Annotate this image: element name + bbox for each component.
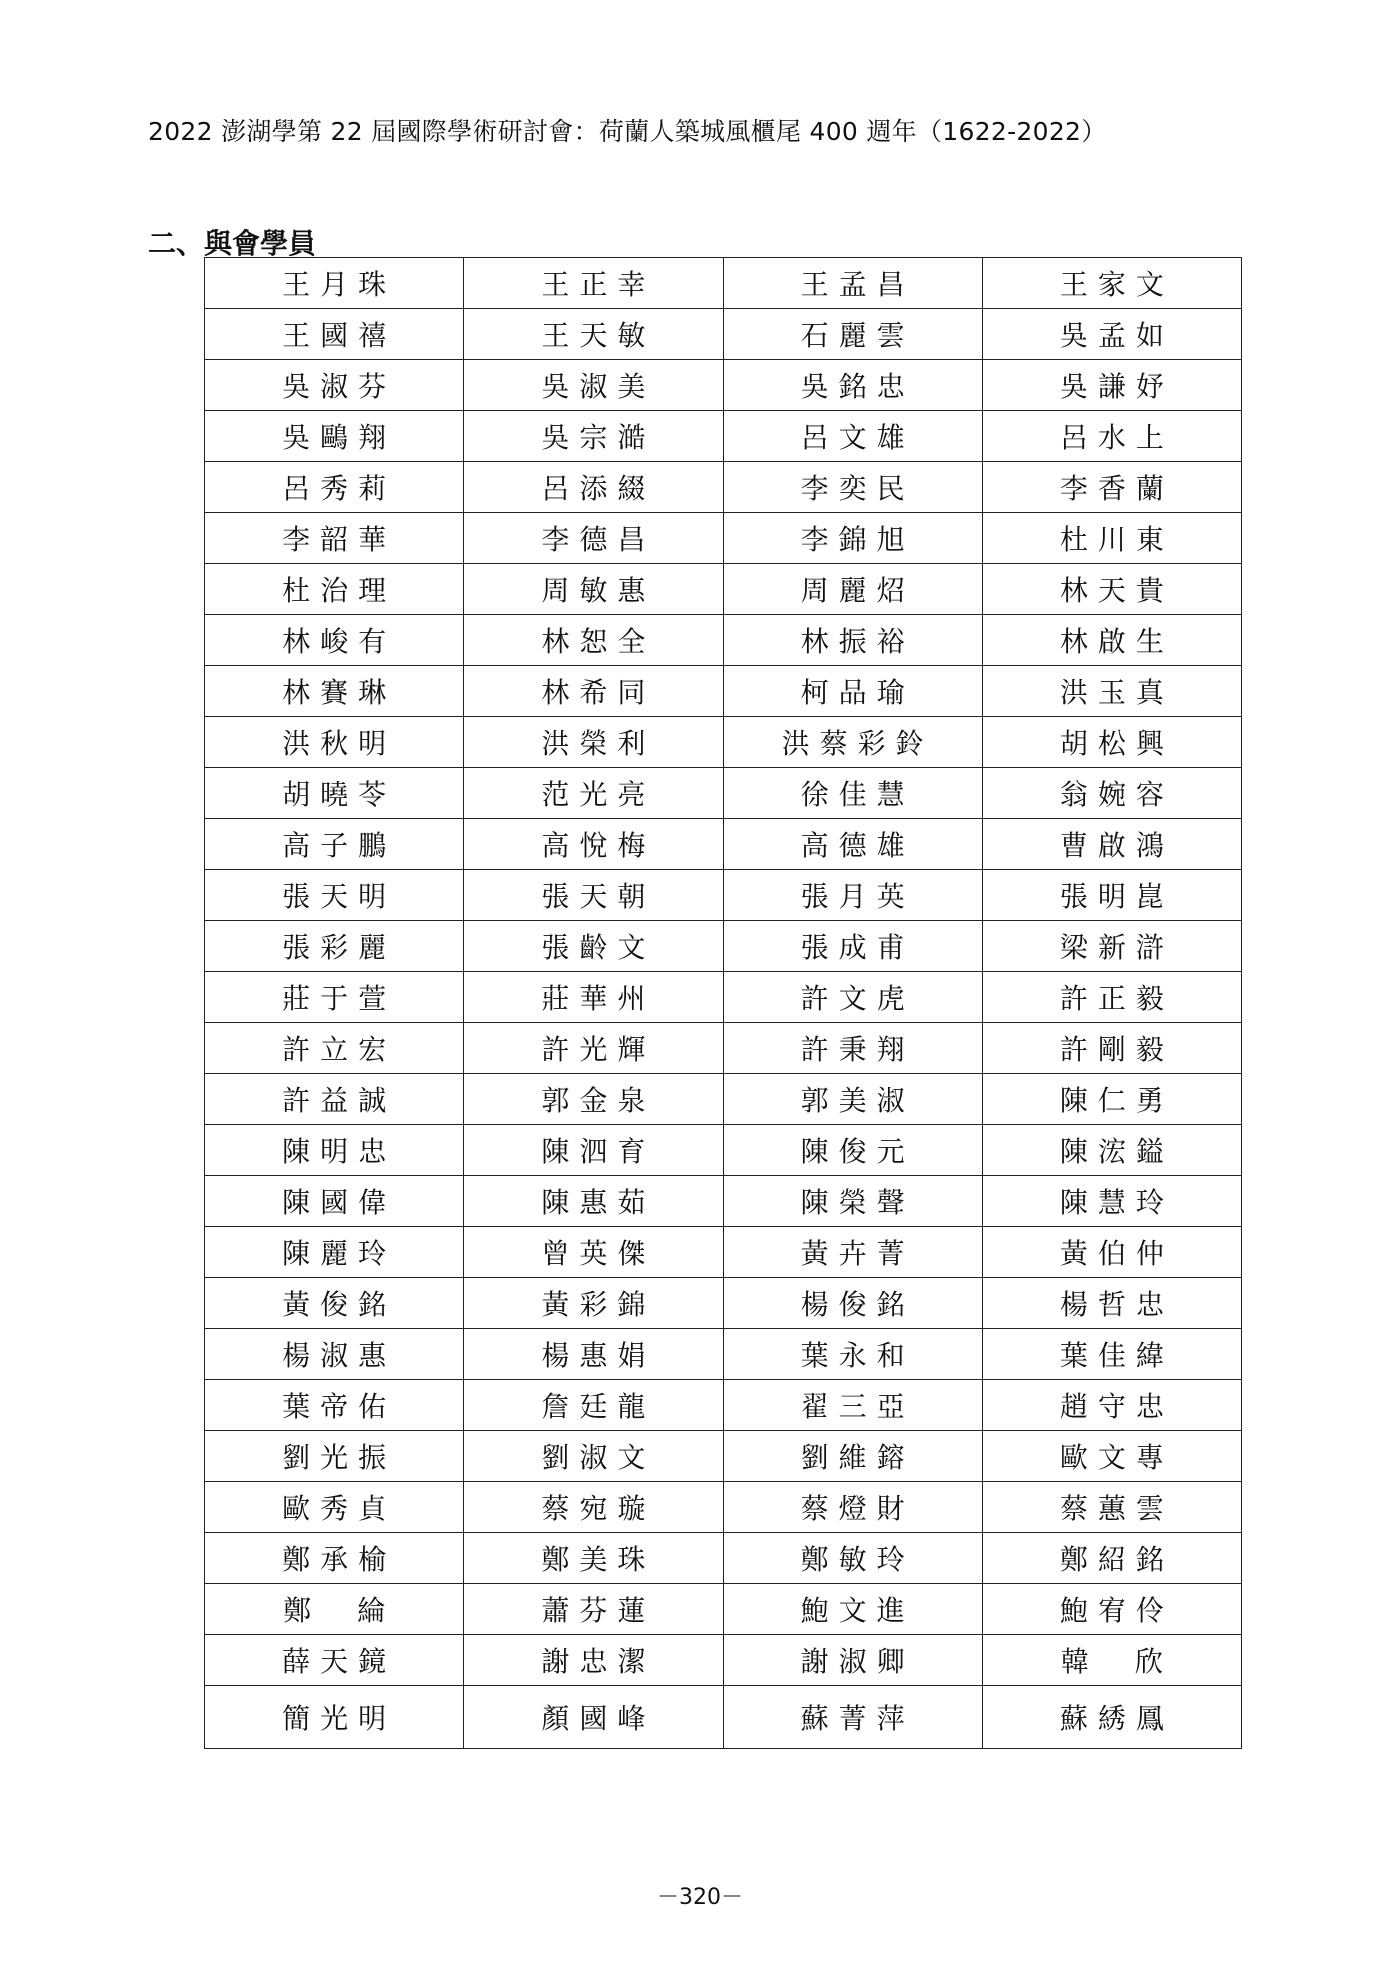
- attendee-cell: [982, 1482, 1241, 1533]
- attendee-name: 蔡蕙雲: [1059, 1492, 1174, 1525]
- attendee-name: 詹廷龍: [541, 1390, 656, 1423]
- attendee-cell: [464, 1329, 723, 1380]
- attendee-cell: [723, 819, 982, 870]
- attendee-cell: [464, 717, 723, 768]
- table-row: [205, 1686, 1242, 1749]
- attendee-cell: [205, 1227, 464, 1278]
- attendee-name: 林啟生: [1059, 625, 1174, 658]
- attendee-name: 徐佳慧: [800, 778, 915, 811]
- attendee-cell: [723, 564, 982, 615]
- attendee-name: 王月珠: [282, 268, 397, 301]
- attendee-cell: [982, 921, 1241, 972]
- attendee-name: 顏國峰: [541, 1702, 656, 1735]
- attendee-name: 吳宗澔: [541, 421, 656, 454]
- attendee-name: 呂文雄: [800, 421, 915, 454]
- table-row: [205, 819, 1242, 870]
- attendee-name: 郭美淑: [800, 1084, 915, 1117]
- attendee-name: 石麗雲: [800, 319, 915, 352]
- attendee-name: 蔡燈財: [800, 1492, 915, 1525]
- attendee-name: 謝忠潔: [541, 1645, 656, 1678]
- attendee-name: 曹啟鴻: [1059, 829, 1174, 862]
- attendee-cell: [205, 1584, 464, 1635]
- attendee-name: 陳國偉: [282, 1186, 397, 1219]
- attendee-cell: [723, 1125, 982, 1176]
- attendee-name: 張天朝: [541, 880, 656, 913]
- attendee-cell: [982, 819, 1241, 870]
- attendee-name: 張明崑: [1059, 880, 1174, 913]
- attendee-cell: [723, 462, 982, 513]
- attendee-name: 王孟昌: [800, 268, 915, 301]
- attendee-cell: [982, 1431, 1241, 1482]
- attendee-name: 吳淑芬: [282, 370, 397, 403]
- attendee-name: 劉光振: [282, 1441, 397, 1474]
- attendee-cell: [723, 1176, 982, 1227]
- attendee-cell: [205, 462, 464, 513]
- attendee-name: 李香蘭: [1059, 472, 1174, 505]
- attendee-cell: [982, 1686, 1241, 1749]
- attendee-cell: [982, 1023, 1241, 1074]
- attendee-name: 張齡文: [541, 931, 656, 964]
- attendee-table-body: [205, 258, 1242, 1749]
- attendee-name: 胡松興: [1059, 727, 1174, 760]
- attendee-cell: [723, 1023, 982, 1074]
- attendee-cell: [464, 1176, 723, 1227]
- attendee-name: 陳榮聲: [800, 1186, 915, 1219]
- attendee-cell: [205, 972, 464, 1023]
- attendee-name: 鄭美珠: [541, 1543, 656, 1576]
- attendee-name: 楊淑惠: [282, 1339, 397, 1372]
- attendee-cell: [205, 819, 464, 870]
- attendee-cell: [982, 666, 1241, 717]
- table-row: [205, 1635, 1242, 1686]
- attendee-cell: [205, 717, 464, 768]
- attendee-name: 韓欣: [1060, 1645, 1209, 1678]
- section-title: 二、與會學員: [148, 227, 317, 260]
- attendee-name: 郭金泉: [541, 1084, 656, 1117]
- attendee-cell: [982, 1227, 1241, 1278]
- attendee-name: 吳鷗翔: [282, 421, 397, 454]
- attendee-name: 許立宏: [282, 1033, 397, 1066]
- attendee-cell: [723, 1074, 982, 1125]
- attendee-cell: [982, 1278, 1241, 1329]
- attendee-name: 翟三亞: [800, 1390, 915, 1423]
- attendee-cell: [205, 1329, 464, 1380]
- attendee-name: 林恕全: [541, 625, 656, 658]
- attendee-cell: [464, 1380, 723, 1431]
- attendee-name: 王家文: [1059, 268, 1174, 301]
- table-row: [205, 1482, 1242, 1533]
- attendee-cell: [205, 768, 464, 819]
- attendee-cell: [723, 411, 982, 462]
- attendee-cell: [464, 1023, 723, 1074]
- attendee-cell: [205, 1533, 464, 1584]
- attendee-name: 莊華州: [541, 982, 656, 1015]
- attendee-cell: [464, 258, 723, 309]
- attendee-cell: [464, 1125, 723, 1176]
- attendee-cell: [723, 972, 982, 1023]
- table-row: [205, 564, 1242, 615]
- attendee-cell: [464, 1686, 723, 1749]
- attendee-name: 李韶華: [282, 523, 397, 556]
- attendee-cell: [464, 921, 723, 972]
- table-row: [205, 870, 1242, 921]
- attendee-cell: [982, 462, 1241, 513]
- table-row: [205, 717, 1242, 768]
- attendee-name: 張成甫: [800, 931, 915, 964]
- attendee-name: 許正毅: [1059, 982, 1174, 1015]
- attendee-name: 林峻有: [282, 625, 397, 658]
- attendee-name: 杜治理: [282, 574, 397, 607]
- attendee-cell: [723, 870, 982, 921]
- attendee-cell: [723, 1686, 982, 1749]
- table-row: [205, 1227, 1242, 1278]
- attendee-name: 薛天鏡: [282, 1645, 397, 1678]
- attendee-name: 呂秀莉: [282, 472, 397, 505]
- table-row: [205, 360, 1242, 411]
- attendee-cell: [205, 1635, 464, 1686]
- table-row: [205, 462, 1242, 513]
- attendee-name: 陳明忠: [282, 1135, 397, 1168]
- attendee-cell: [205, 1125, 464, 1176]
- attendee-name: 黃卉菁: [800, 1237, 915, 1270]
- attendee-name: 洪蔡彩鈴: [781, 727, 934, 760]
- attendee-name: 劉淑文: [541, 1441, 656, 1474]
- table-row: [205, 1533, 1242, 1584]
- table-row: [205, 411, 1242, 462]
- attendee-cell: [205, 360, 464, 411]
- attendee-cell: [464, 411, 723, 462]
- attendee-cell: [464, 615, 723, 666]
- attendee-name: 黃伯仲: [1059, 1237, 1174, 1270]
- attendee-name: 陳麗玲: [282, 1237, 397, 1270]
- attendee-name: 張天明: [282, 880, 397, 913]
- attendee-cell: [464, 1074, 723, 1125]
- attendee-cell: [723, 309, 982, 360]
- attendee-cell: [464, 360, 723, 411]
- attendee-cell: [464, 1431, 723, 1482]
- table-row: [205, 1278, 1242, 1329]
- attendee-name: 許益誠: [282, 1084, 397, 1117]
- attendee-cell: [723, 1533, 982, 1584]
- attendee-cell: [982, 768, 1241, 819]
- attendee-cell: [982, 1380, 1241, 1431]
- attendee-name: 李錦旭: [800, 523, 915, 556]
- table-row: [205, 1584, 1242, 1635]
- running-header: 2022 澎湖學第 22 屆國際學術研討會：荷蘭人築城風櫃尾 400 週年（1622-2022）: [148, 117, 1107, 146]
- attendee-name: 歐秀貞: [282, 1492, 397, 1525]
- attendee-name: 葉佳緯: [1059, 1339, 1174, 1372]
- attendee-name: 蕭芬蓮: [541, 1594, 656, 1627]
- attendee-name: 蔡宛璇: [541, 1492, 656, 1525]
- attendee-cell: [205, 411, 464, 462]
- attendee-name: 陳浤鎰: [1059, 1135, 1174, 1168]
- attendee-cell: [205, 921, 464, 972]
- attendee-name: 胡曉苓: [282, 778, 397, 811]
- attendee-name: 周敏惠: [541, 574, 656, 607]
- attendee-cell: [464, 462, 723, 513]
- attendee-name: 許文虎: [800, 982, 915, 1015]
- attendee-cell: [982, 1329, 1241, 1380]
- table-row: [205, 921, 1242, 972]
- table-row: [205, 1176, 1242, 1227]
- attendee-name: 劉維鎔: [800, 1441, 915, 1474]
- attendee-name: 蘇綉鳳: [1059, 1702, 1174, 1735]
- attendee-name: 鮑宥伶: [1059, 1594, 1174, 1627]
- attendee-name: 吳淑美: [541, 370, 656, 403]
- attendee-name: 楊哲忠: [1059, 1288, 1174, 1321]
- attendee-cell: [723, 768, 982, 819]
- attendee-cell: [205, 1176, 464, 1227]
- attendee-name: 鄭敏玲: [800, 1543, 915, 1576]
- attendee-name: 陳俊元: [800, 1135, 915, 1168]
- attendee-cell: [464, 819, 723, 870]
- attendee-cell: [723, 921, 982, 972]
- attendee-cell: [464, 666, 723, 717]
- table-row: [205, 1125, 1242, 1176]
- attendee-cell: [723, 1635, 982, 1686]
- attendee-name: 高子鵬: [282, 829, 397, 862]
- attendee-cell: [723, 258, 982, 309]
- attendee-name: 簡光明: [282, 1702, 397, 1735]
- attendee-cell: [723, 1278, 982, 1329]
- table-row: [205, 1380, 1242, 1431]
- attendee-name: 林天貴: [1059, 574, 1174, 607]
- attendee-cell: [205, 870, 464, 921]
- attendee-cell: [982, 870, 1241, 921]
- table-row: [205, 309, 1242, 360]
- attendee-cell: [982, 1074, 1241, 1125]
- attendee-cell: [982, 972, 1241, 1023]
- attendee-cell: [982, 411, 1241, 462]
- attendee-name: 陳慧玲: [1059, 1186, 1174, 1219]
- attendee-name: 吳孟如: [1059, 319, 1174, 352]
- attendee-cell: [205, 309, 464, 360]
- attendee-name: 呂添綴: [541, 472, 656, 505]
- attendee-name: 黃彩錦: [541, 1288, 656, 1321]
- table-row: [205, 972, 1242, 1023]
- attendee-name: 呂水上: [1059, 421, 1174, 454]
- attendee-name: 洪榮利: [541, 727, 656, 760]
- attendee-cell: [723, 666, 982, 717]
- attendee-name: 林賽琳: [282, 676, 397, 709]
- table-row: [205, 1074, 1242, 1125]
- attendee-cell: [464, 1227, 723, 1278]
- attendee-name: 張月英: [800, 880, 915, 913]
- attendee-name: 杜川東: [1059, 523, 1174, 556]
- attendee-cell: [982, 1584, 1241, 1635]
- attendee-name: 鄭綸: [283, 1594, 432, 1627]
- attendee-name: 王天敏: [541, 319, 656, 352]
- attendee-name: 吳謙妤: [1059, 370, 1174, 403]
- attendee-cell: [723, 1227, 982, 1278]
- attendee-name: 楊俊銘: [800, 1288, 915, 1321]
- attendee-cell: [205, 615, 464, 666]
- attendee-cell: [982, 258, 1241, 309]
- attendee-cell: [205, 1074, 464, 1125]
- attendee-cell: [205, 1431, 464, 1482]
- attendee-cell: [723, 615, 982, 666]
- attendee-cell: [464, 564, 723, 615]
- attendee-cell: [205, 258, 464, 309]
- attendee-name: 黃俊銘: [282, 1288, 397, 1321]
- attendee-cell: [205, 1278, 464, 1329]
- attendee-name: 柯品瑜: [800, 676, 915, 709]
- attendee-cell: [464, 1533, 723, 1584]
- attendee-cell: [464, 972, 723, 1023]
- attendee-name: 梁新滸: [1059, 931, 1174, 964]
- attendee-name: 謝淑卿: [800, 1645, 915, 1678]
- attendee-cell: [723, 1584, 982, 1635]
- attendee-cell: [723, 1482, 982, 1533]
- attendee-cell: [982, 717, 1241, 768]
- table-row: [205, 258, 1242, 309]
- attendee-name: 洪秋明: [282, 727, 397, 760]
- attendee-cell: [205, 1023, 464, 1074]
- attendee-cell: [464, 1584, 723, 1635]
- attendee-name: 林振裕: [800, 625, 915, 658]
- attendee-name: 葉永和: [800, 1339, 915, 1372]
- attendee-name: 蘇菁萍: [800, 1702, 915, 1735]
- attendee-cell: [723, 513, 982, 564]
- attendee-name: 葉帝佑: [282, 1390, 397, 1423]
- attendee-name: 高德雄: [800, 829, 915, 862]
- attendee-name: 陳惠茹: [541, 1186, 656, 1219]
- table-row: [205, 1023, 1242, 1074]
- attendee-name: 許秉翔: [800, 1033, 915, 1066]
- attendee-name: 歐文專: [1059, 1441, 1174, 1474]
- attendee-name: 趙守忠: [1059, 1390, 1174, 1423]
- attendee-name: 莊于萱: [282, 982, 397, 1015]
- attendee-name: 翁婉容: [1059, 778, 1174, 811]
- attendee-cell: [982, 513, 1241, 564]
- attendee-name: 林希同: [541, 676, 656, 709]
- table-row: [205, 615, 1242, 666]
- attendee-cell: [205, 513, 464, 564]
- attendee-name: 范光亮: [541, 778, 656, 811]
- attendee-cell: [464, 309, 723, 360]
- attendee-name: 鄭承榆: [282, 1543, 397, 1576]
- attendee-name: 周麗炤: [800, 574, 915, 607]
- attendee-name: 許剛毅: [1059, 1033, 1174, 1066]
- attendee-cell: [982, 615, 1241, 666]
- attendee-name: 王國禧: [282, 319, 397, 352]
- attendee-name: 王正幸: [541, 268, 656, 301]
- attendee-cell: [723, 1431, 982, 1482]
- table-row: [205, 768, 1242, 819]
- attendee-cell: [205, 666, 464, 717]
- attendee-name: 陳泗育: [541, 1135, 656, 1168]
- attendee-cell: [205, 1686, 464, 1749]
- attendee-cell: [464, 1278, 723, 1329]
- attendee-cell: [464, 870, 723, 921]
- attendee-name: 楊惠娟: [541, 1339, 656, 1372]
- attendee-cell: [982, 1635, 1241, 1686]
- attendee-cell: [723, 717, 982, 768]
- attendee-cell: [723, 1380, 982, 1431]
- attendee-name: 洪玉真: [1059, 676, 1174, 709]
- attendee-cell: [205, 1482, 464, 1533]
- attendee-name: 張彩麗: [282, 931, 397, 964]
- table-row: [205, 1431, 1242, 1482]
- attendee-table: [204, 257, 1242, 1749]
- attendee-name: 吳銘忠: [800, 370, 915, 403]
- attendee-cell: [982, 1176, 1241, 1227]
- attendee-cell: [982, 1533, 1241, 1584]
- attendee-cell: [464, 1635, 723, 1686]
- table-row: [205, 513, 1242, 564]
- attendee-name: 高悅梅: [541, 829, 656, 862]
- attendee-name: 鄭紹銘: [1059, 1543, 1174, 1576]
- attendee-cell: [982, 360, 1241, 411]
- attendee-name: 李德昌: [541, 523, 656, 556]
- attendee-cell: [982, 1125, 1241, 1176]
- attendee-name: 李奕民: [800, 472, 915, 505]
- attendee-name: 許光輝: [541, 1033, 656, 1066]
- attendee-name: 曾英傑: [541, 1237, 656, 1270]
- page-number: －320－: [657, 1885, 743, 1910]
- attendee-cell: [205, 1380, 464, 1431]
- attendee-name: 陳仁勇: [1059, 1084, 1174, 1117]
- attendee-name: 鮑文進: [800, 1594, 915, 1627]
- attendee-cell: [464, 768, 723, 819]
- attendee-cell: [205, 564, 464, 615]
- attendee-cell: [723, 360, 982, 411]
- attendee-cell: [982, 309, 1241, 360]
- table-row: [205, 1329, 1242, 1380]
- attendee-cell: [982, 564, 1241, 615]
- attendee-cell: [464, 1482, 723, 1533]
- table-row: [205, 666, 1242, 717]
- attendee-cell: [723, 1329, 982, 1380]
- attendee-cell: [464, 513, 723, 564]
